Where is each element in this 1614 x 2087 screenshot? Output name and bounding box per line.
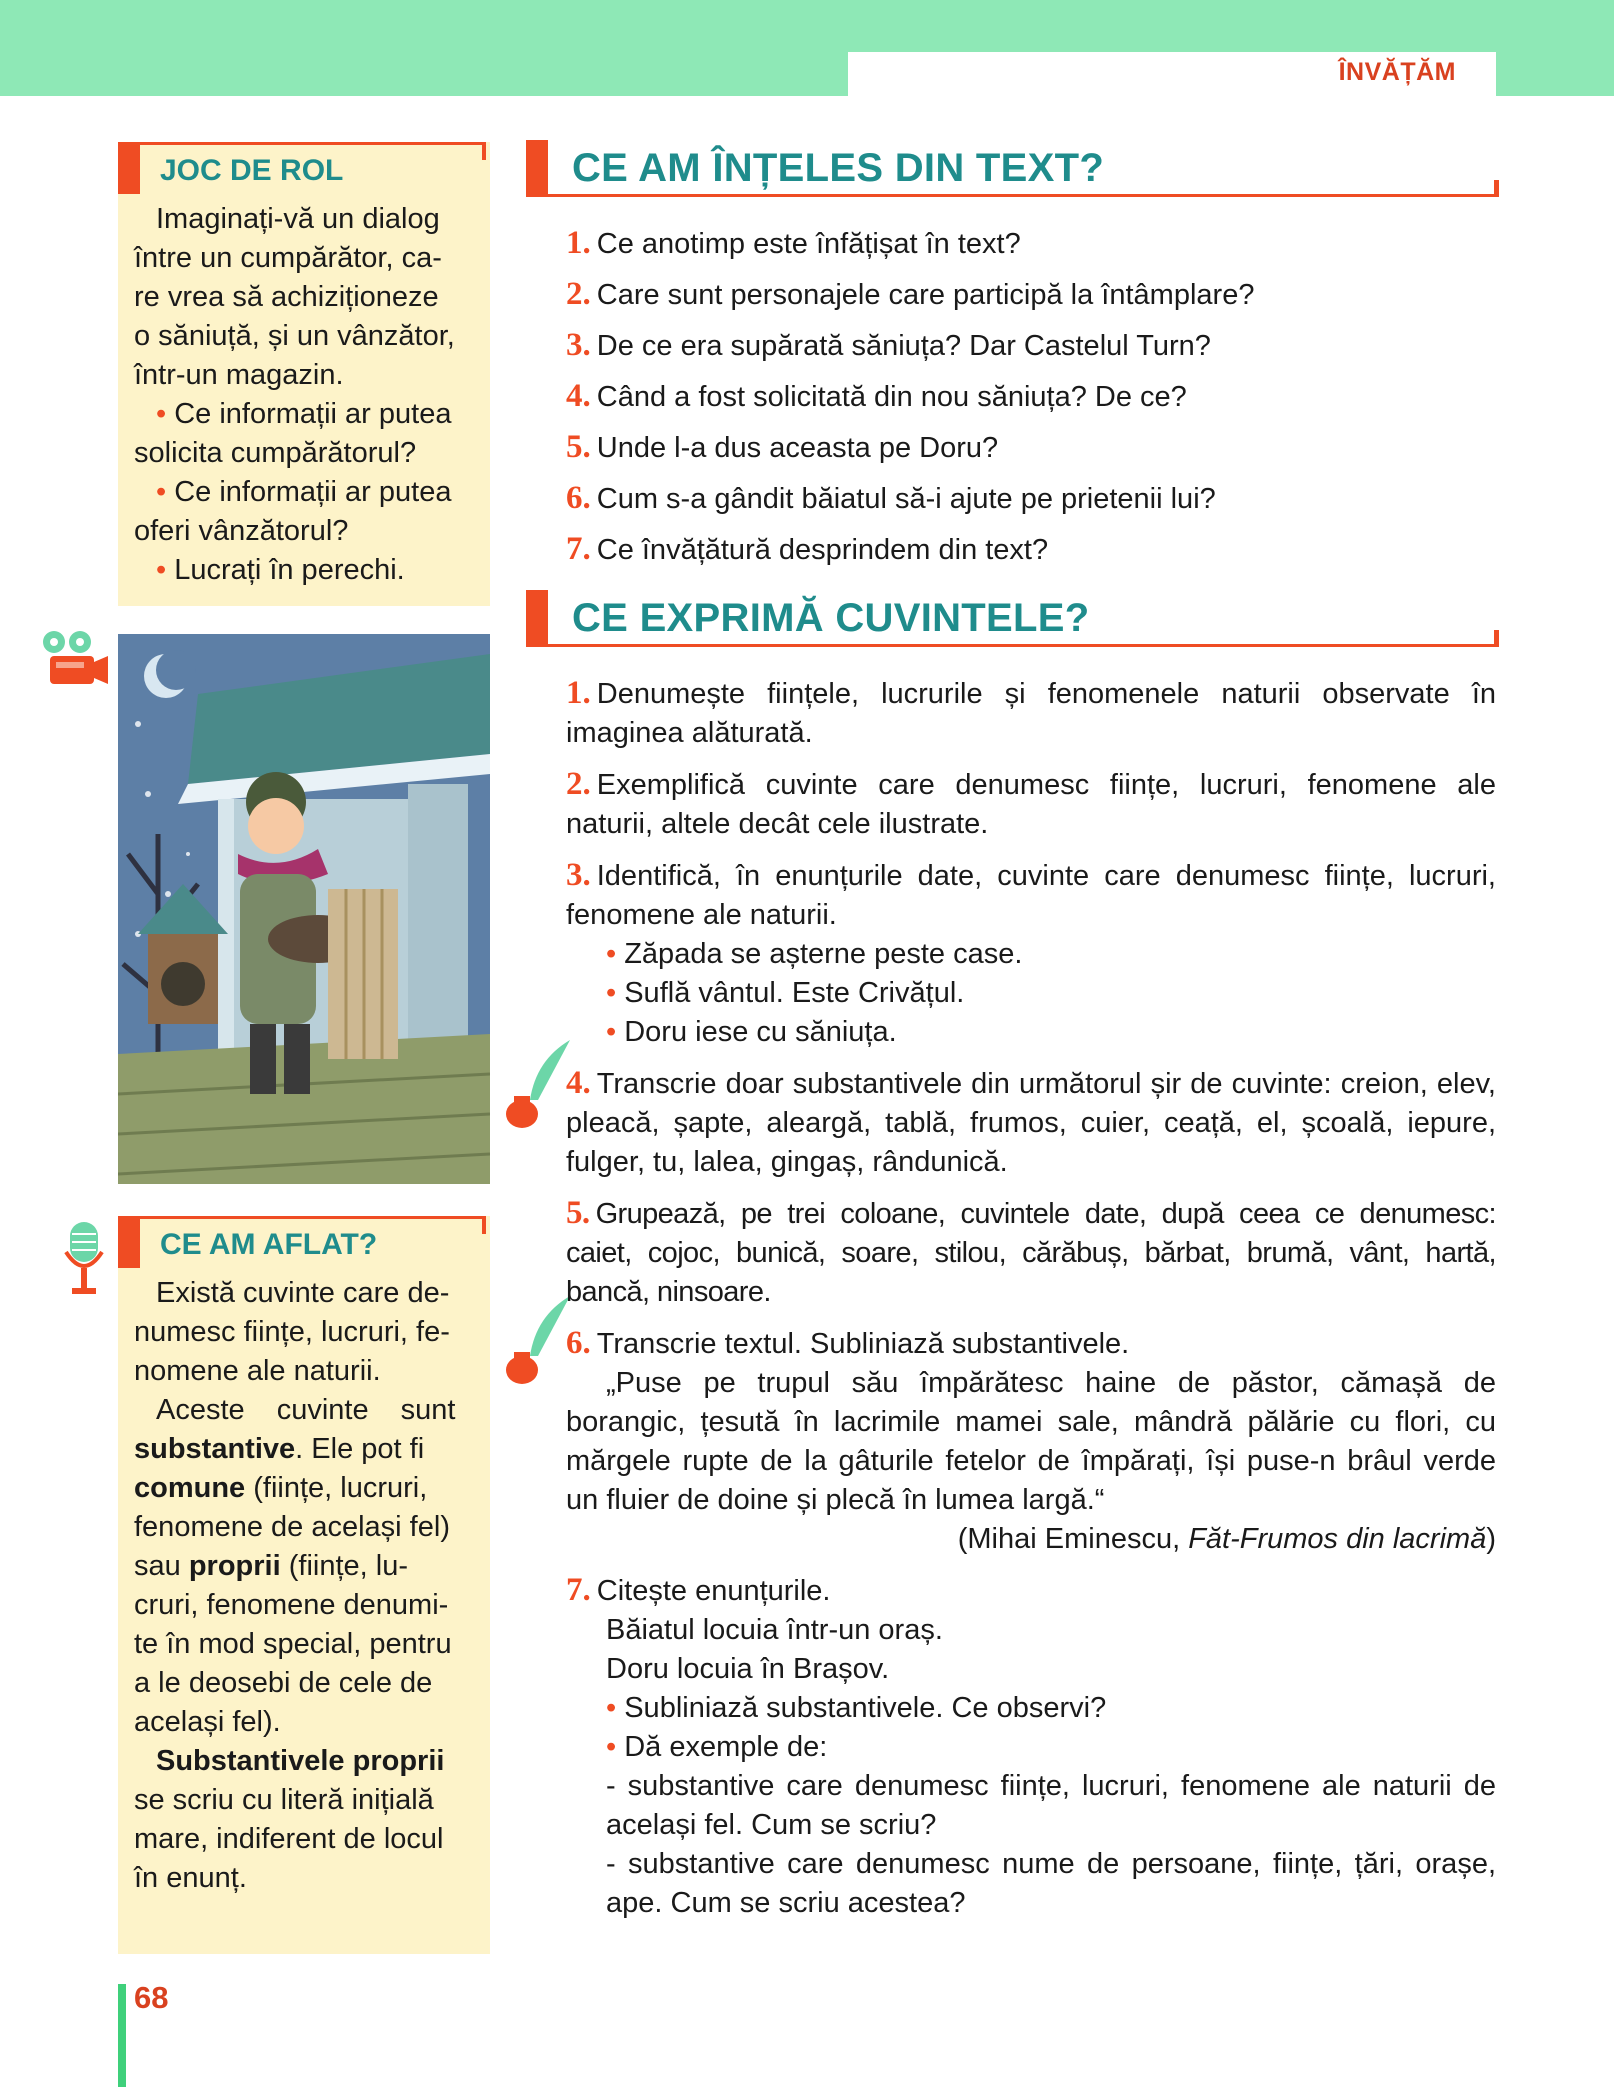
section-1-heading: [526, 140, 1499, 212]
page-bar: [118, 1984, 126, 2087]
list-item: 5. Unde l-a dus aceasta pe Doru?: [566, 429, 999, 465]
list-item: 2. Care sunt personajele care participă la întâmplare?: [566, 276, 1255, 312]
section-2-heading: [526, 590, 1499, 662]
bullet-item: • Lucrați în perechi.: [156, 554, 405, 586]
bullet-item: • Dă exemple de:: [606, 1731, 828, 1763]
quill-ink-icon: [502, 1040, 572, 1132]
exercise-list: [566, 674, 1496, 1935]
section-tab: [848, 52, 1496, 96]
projector-icon: [40, 628, 110, 690]
list-item: 3. De ce era supărată săniuța? Dar Castelul Turn?: [566, 327, 1211, 363]
citation: (Mihai Eminescu, Făt-Frumos din lacrimă): [957, 1523, 1496, 1555]
winter-illustration: [118, 634, 490, 1184]
bullet-item: • Zăpada se așterne peste case.: [606, 938, 1023, 970]
list-item: 4. Când a fost solicitată din nou săniuța? De ce?: [566, 378, 1187, 414]
page-number: 68: [134, 1980, 169, 2015]
role-play-box: [118, 142, 490, 606]
role-play-title: JOC DE ROL: [160, 154, 344, 187]
quill-ink-icon: [502, 1296, 572, 1388]
learned-title: CE AM AFLAT?: [160, 1228, 378, 1261]
list-item: 7. Ce învățătură desprindem din text?: [566, 531, 1049, 567]
bullet-item: • Ce informații ar putea: [156, 398, 452, 430]
bullet-item: • Suflă vântul. Este Crivățul.: [606, 977, 965, 1009]
bullet-item: • Ce informații ar putea: [156, 476, 452, 508]
exercise-4: 4. Transcrie doar substantivele din următorul șir de cuvinte: creion, elev, pleacă, șapte, aleargă, tablă, frumos, cuier, ceață, el, școală, iepure, fulger, tu, lalea, gingaș, rândunică.: [566, 1065, 1496, 1178]
section-2-title: CE EXPRIMĂ CUVINTELE?: [572, 596, 1090, 640]
exercise-6: 6. Transcrie textul. Subliniază substantivele. „Puse pe trupul său împărătesc haine de păstor, cămașă de borangic, țesută în lacrimile mamei sale, mândră pălărie cu flori, cu mărgele rupte de la gâturile fetelor de împărați, își puse-n brâul verde un fluier de doine și plecă în lumea largă.“ (Mihai Eminescu, Făt-Frumos din lacrimă): [566, 1324, 1496, 1559]
exercise-1: 1. Denumește ființele, lucrurile și fenomenele naturii observate în imaginea alăturată.: [566, 675, 1496, 749]
learned-box: [118, 1216, 490, 1954]
microphone-icon: [64, 1222, 104, 1296]
question-list: [566, 218, 1496, 575]
bullet-item: • Doru iese cu săniuța.: [606, 1016, 897, 1048]
section-1-title: CE AM ÎNȚELES DIN TEXT?: [572, 146, 1105, 190]
role-play-text: Imaginați-vă un dialog între un cumpărător, ca- re vrea să achiziționeze o săniuță, și un vânzător, într-un magazin. • Ce informații ar putea solicita cumpărătorul? • Ce informații ar putea oferi vânzătorul? • Lucrați în perechi.: [134, 200, 474, 590]
exercise-3: 3. Identifică, în enunțurile date, cuvinte care denumesc ființe, lucruri, fenomene ale naturii. • Zăpada se așterne peste case. • Suflă vântul. Este Crivățul. • Doru iese cu săniuța.: [566, 856, 1496, 1052]
quote-text: „Puse pe trupul său împărătesc haine de păstor, cămașă de borangic, țesută în lacrimile mamei sale, mândră pălărie cu flori, cu mărgele rupte de la gâturile fetelor de împărați, își puse-n brâul verde un fluier de doine și plecă în lumea largă.“: [566, 1367, 1496, 1516]
exercise-2: 2. Exemplifică cuvinte care denumesc ființe, lucruri, fenomene ale naturii, altele decât cele ilustrate.: [566, 766, 1496, 840]
exercise-7: 7. Citește enunțurile. Băiatul locuia într-un oraș. Doru locuia în Brașov. • Subliniază substantivele. Ce observi? • Dă exemple de: - substantive care denumesc ființe, lucruri, fenomene ale naturii de același fel. Cum se scriu? - substantive care denumesc nume de persoane, ființe, țări, orașe, ape. Cum se scriu acestea?: [566, 1572, 1496, 1919]
learned-text: Există cuvinte care de- numesc ființe, lucruri, fe- nomene ale naturii. Aceste cuvinte sunt substantive. Ele pot fi comune (ființe, lucruri, fenomene de același fel) sau proprii (ființe, lu- cruri, fenomene denumi- te în mod special, pentru a le deosebi de cele de același fel). Substantivele proprii se scriu cu literă inițială mare, indiferent de locul în enunț.: [134, 1277, 456, 1894]
exercise-5: 5. Grupează, pe trei coloane, cuvintele date, după ceea ce denumesc: caiet, cojoc, bunică, soare, stilou, cărăbuș, bărbat, brumă, vânt, hartă, bancă, ninsoare.: [566, 1195, 1496, 1308]
list-item: 6. Cum s-a gândit băiatul să-i ajute pe prietenii lui?: [566, 480, 1216, 516]
section-label: ÎNVĂȚĂM: [1338, 58, 1456, 86]
list-item: 1. Ce anotimp este înfățișat în text?: [566, 225, 1021, 261]
bullet-item: • Subliniază substantivele. Ce observi?: [606, 1692, 1107, 1724]
